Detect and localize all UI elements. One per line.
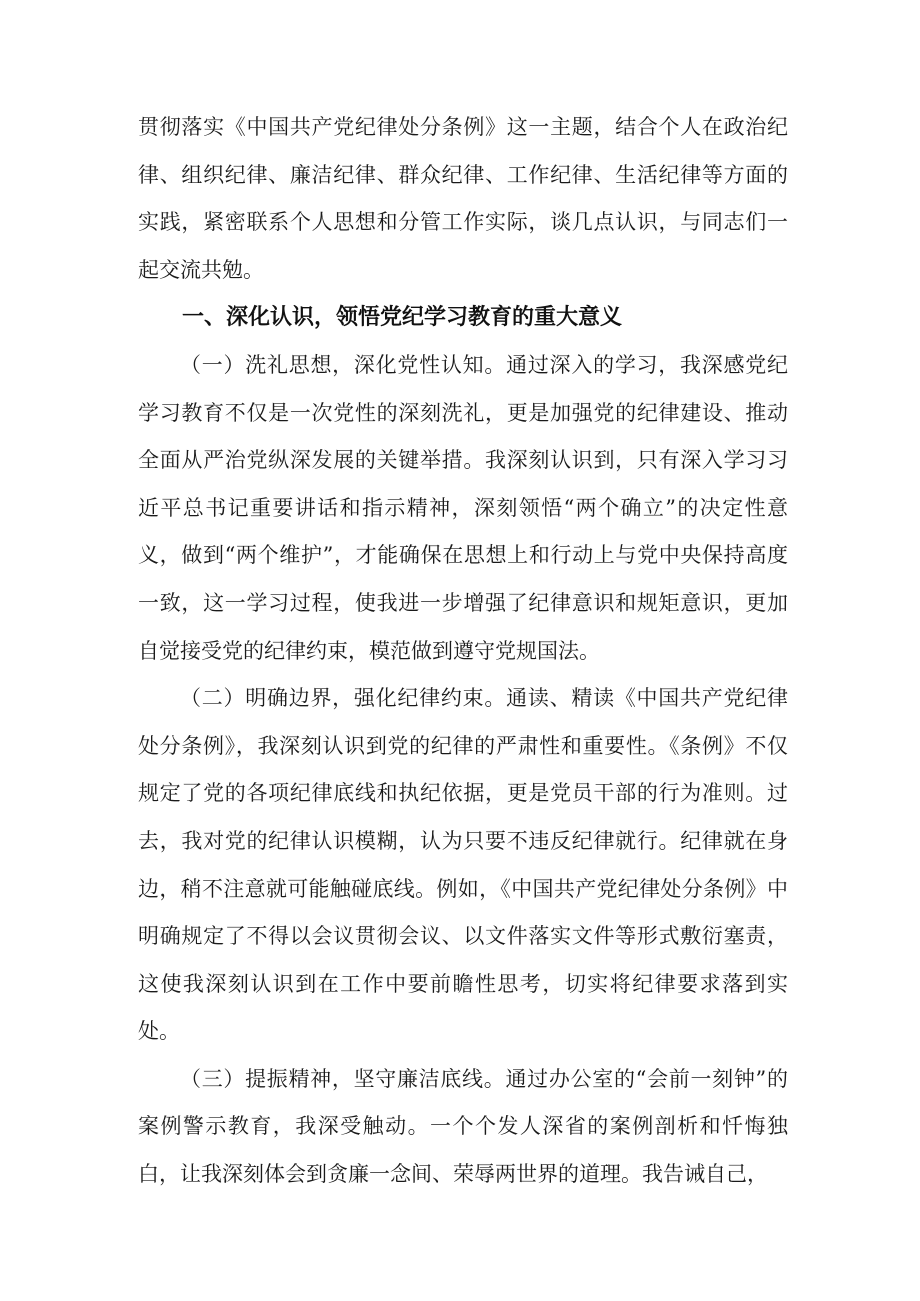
paragraph-one: （一）洗礼思想，深化党性认知。通过深入的学习，我深感党纪学习教育不仅是一次党性的深刻洗礼，更是加强党的纪律建设、推动全面从严治党纵深发展的关键举措。我深刻认识到，只有深入学习习近平总书记重要讲话和指示精神，深刻领悟“两个确立”的决定性意义，做到“两个维护”，才能确保在思想上和行动上与党中央保持高度一致，这一学习过程，使我进一步增强了纪律意识和规矩意识，更加自觉接受党的纪律约束，模范做到遵守党规国法。 [138,352,788,663]
intro-paragraph: 贯彻落实《中国共产党纪律处分条例》这一主题，结合个人在政治纪律、组织纪律、廉洁纪律、群众纪律、工作纪律、生活纪律等方面的实践，紧密联系个人思想和分管工作实际，谈几点认识，与同志们一起交流共勉。 [138,115,788,282]
document-body [138,104,788,1199]
section-heading: 一、深化认识，领悟党纪学习教育的重大意义 [182,305,623,331]
paragraph-three: （三）提振精神，坚守廉洁底线。通过办公室的“会前一刻钟”的案例警示教育，我深受触动。一个个发人深省的案例剖析和忏悔独白，让我深刻体会到贪廉一念间、荣辱两世界的道理。我告诫自己， [138,1066,788,1187]
paragraph-two: （二）明确边界，强化纪律约束。通读、精读《中国共产党纪律处分条例》，我深刻认识到党的纪律的严肃性和重要性。《条例》不仅规定了党的各项纪律底线和执纪依据，更是党员干部的行为准则。过去，我对党的纪律认识模糊，认为只要不违反纪律就行。纪律就在身边，稍不注意就可能触碰底线。例如，《中国共产党纪律处分条例》中明确规定了不得以会议贯彻会议、以文件落实文件等形式敷衍塞责，这使我深刻认识到在工作中要前瞻性思考，切实将纪律要求落到实处。 [138,686,788,1044]
